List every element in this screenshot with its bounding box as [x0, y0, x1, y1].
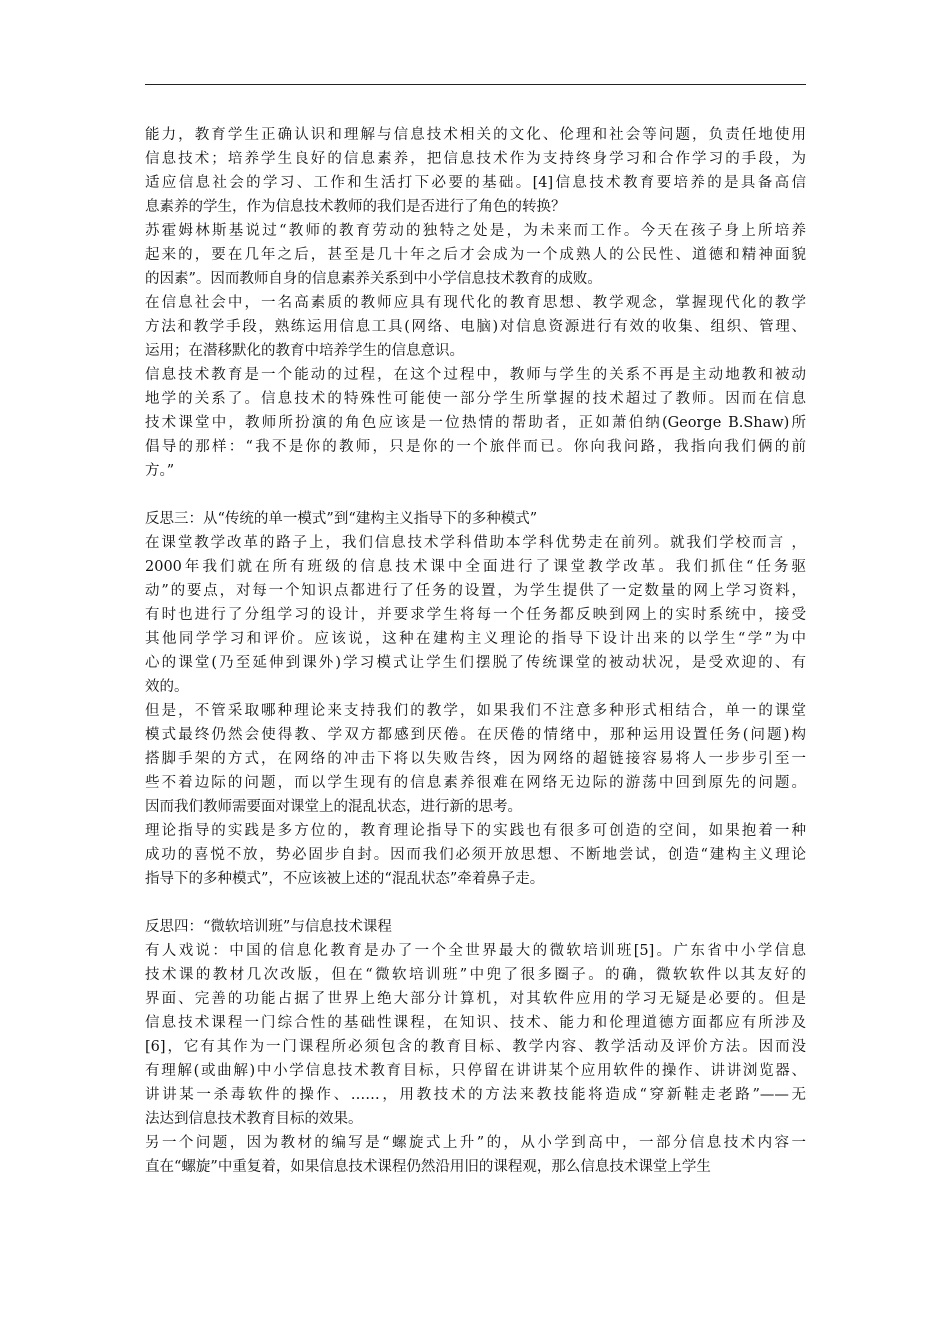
- text-line: 有理解(或曲解)中小学信息技术教育目标，只停留在讲讲某个应用软件的操作、讲讲浏览器、: [145, 1063, 806, 1079]
- text-line: 运用；在潜移默化的教育中培养学生的信息意识。: [145, 343, 464, 359]
- text-line: 反思四：“微软培训班”与信息技术课程: [145, 919, 392, 935]
- paragraph-spacer: [145, 483, 806, 507]
- text-line: 地学的关系了。信息技术的特殊性可能使一部分学生所掌握的技术超过了教师。因而在信息: [145, 391, 806, 407]
- paragraph: [145, 939, 806, 1131]
- text-line: 倡导的那样：“我不是你的教师，只是你的一个旅伴而已。你向我问路，我指向我们俩的前: [145, 439, 806, 455]
- text-line: 有人戏说：中国的信息化教育是办了一个全世界最大的微软培训班[5]。广东省中小学信息: [145, 943, 806, 959]
- text-line: 讲讲某一杀毒软件的操作、……，用教技术的方法来教技能将造成“穿新鞋走老路”——无: [145, 1087, 806, 1103]
- text-line: 界面、完善的功能占据了世界上绝大部分计算机，对其软件应用的学习无疑是必要的。但是: [145, 991, 806, 1007]
- text-line: 在课堂教学改革的路子上，我们信息技术学科借助本学科优势走在前列。就我们学校而言 ，: [145, 535, 806, 551]
- text-line: 因而我们教师需要面对课堂上的混乱状态，进行新的思考。: [145, 799, 522, 815]
- paragraph: [145, 507, 806, 531]
- text-line: [6]，它有其作为一门课程所必须包含的教育目标、教学内容、教学活动及评价方法。因而没: [145, 1039, 806, 1055]
- text-line: 的因素”。因而教师自身的信息素养关系到中小学信息技术教育的成败。: [145, 271, 602, 287]
- paragraph: [145, 699, 806, 819]
- text-line: 另一个问题，因为教材的编写是“螺旋式上升”的，从小学到高中，一部分信息技术内容一: [145, 1135, 806, 1151]
- text-line: 技术课的教材几次改版，但在“微软培训班”中兜了很多圈子。的确，微软软件以其友好的: [145, 967, 806, 983]
- text-line: 2000年我们就在所有班级的信息技术课中全面进行了课堂教学改革。我们抓住“任务驱: [145, 559, 806, 575]
- text-line: 搭脚手架的方式，在网络的冲击下将以失败告终，因为网络的超链接容易将人一步步引至一: [145, 751, 806, 767]
- text-line: 方法和教学手段，熟练运用信息工具(网络、电脑)对信息资源进行有效的收集、组织、管理、: [145, 319, 806, 335]
- text-line: 息素养的学生，作为信息技术教师的我们是否进行了角色的转换？: [145, 199, 566, 215]
- text-line: 心的课堂(乃至延伸到课外)学习模式让学生们摆脱了传统课堂的被动状况，是受欢迎的、有: [145, 655, 806, 671]
- paragraph: [145, 531, 806, 699]
- text-line: 适应信息社会的学习、工作和生活打下必要的基础。[4]信息技术教育要培养的是具备高信: [145, 175, 806, 191]
- paragraph: [145, 219, 806, 291]
- text-line: 能力，教育学生正确认识和理解与信息技术相关的文化、伦理和社会等问题，负责任地使用: [145, 127, 806, 143]
- text-line: 动”的要点，对每一个知识点都进行了任务的设置，为学生提供了一定数量的网上学习资料，: [145, 583, 806, 599]
- text-line: 直在“螺旋”中重复着，如果信息技术课程仍然沿用旧的课程观，那么信息技术课堂上学生: [145, 1159, 711, 1175]
- text-line: 其他同学学习和评价。应该说，这种在建构主义理论的指导下设计出来的以学生“学”为中: [145, 631, 806, 647]
- text-line: 反思三：从“传统的单一模式”到“建构主义指导下的多种模式”: [145, 511, 538, 527]
- paragraph: [145, 1131, 806, 1179]
- text-line: 理论指导的实践是多方位的，教育理论指导下的实践也有很多可创造的空间，如果抱着一种: [145, 823, 806, 839]
- paragraph-spacer: [145, 891, 806, 915]
- text-line: 指导下的多种模式”，不应该被上述的“混乱状态”牵着鼻子走。: [145, 871, 545, 887]
- paragraph: [145, 363, 806, 483]
- text-line: 技术课堂中，教师所扮演的角色应该是一位热情的帮助者，正如萧伯纳(George B.Shaw)所: [145, 415, 806, 431]
- text-line: 模式最终仍然会使得教、学双方都感到厌倦。在厌倦的情绪中，那种运用设置任务(问题)构: [145, 727, 806, 743]
- paragraph: [145, 123, 806, 219]
- text-line: 方。”: [145, 463, 175, 479]
- text-line: 有时也进行了分组学习的设计，并要求学生将每一个任务都反映到网上的实时系统中，接受: [145, 607, 806, 623]
- paragraph: [145, 819, 806, 891]
- paragraph: [145, 291, 806, 363]
- text-line: 起来的，要在几年之后，甚至是几十年之后才会成为一个成熟人的公民性、道德和精神面貌: [145, 247, 806, 263]
- text-line: 苏霍姆林斯基说过“教师的教育劳动的独特之处是，为未来而工作。今天在孩子身上所培养: [145, 223, 806, 239]
- text-line: 但是，不管采取哪种理论来支持我们的教学，如果我们不注意多种形式相结合，单一的课堂: [145, 703, 806, 719]
- text-line: 信息技术课程一门综合性的基础性课程，在知识、技术、能力和伦理道德方面都应有所涉及: [145, 1015, 806, 1031]
- text-line: 成功的喜悦不放，势必固步自封。因而我们必须开放思想、不断地尝试，创造“建构主义理论: [145, 847, 806, 863]
- text-line: 信息技术教育是一个能动的过程，在这个过程中，教师与学生的关系不再是主动地教和被动: [145, 367, 806, 383]
- text-line: 效的。: [145, 679, 189, 695]
- text-line: 信息技术；培养学生良好的信息素养，把信息技术作为支持终身学习和合作学习的手段，为: [145, 151, 806, 167]
- text-line: 在信息社会中，一名高素质的教师应具有现代化的教育思想、教学观念，掌握现代化的教学: [145, 295, 806, 311]
- text-line: 些不着边际的问题，而以学生现有的信息素养很难在网络无边际的游荡中回到原先的问题。: [145, 775, 806, 791]
- text-line: 法达到信息技术教育目标的效果。: [145, 1111, 363, 1127]
- document-body: [145, 123, 806, 1179]
- paragraph: [145, 915, 806, 939]
- header-rule: [145, 84, 806, 85]
